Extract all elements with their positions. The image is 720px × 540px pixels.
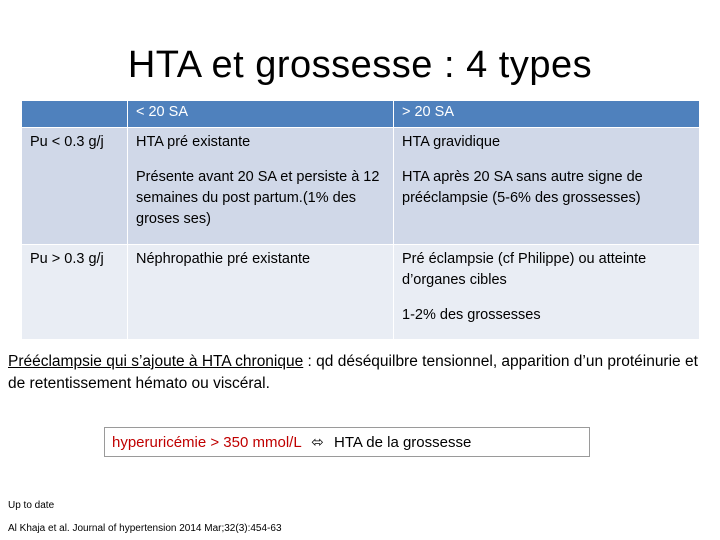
cell-title: HTA pré existante [136,134,251,150]
header-cell-after-20sa: > 20 SA [394,101,700,128]
cell-detail: Présente avant 20 SA et persiste à 12 semaines du post partum.(1% des groses ses) [136,169,380,227]
cell-detail: HTA après 20 SA sans autre signe de prééclampsie (5-6% des grossesses) [402,169,643,206]
row-label-low-proteinuria: Pu < 0.3 g/j [22,128,128,245]
header-cell-before-20sa: < 20 SA [128,101,394,128]
cell-title: HTA gravidique [402,134,501,150]
hta-pregnancy-text: HTA de la grossesse [334,434,472,451]
reference-line-2: Al Khaja et al. Journal of hypertension 2014 Mar;32(3):454-63 [8,523,282,534]
slide-title: HTA et grossesse : 4 types [127,44,593,86]
cell-preexisting-hta [128,128,394,245]
paragraph-underlined: Prééclampsie qui s’ajoute à HTA chronique [8,353,304,370]
reference-line-1: Up to date [8,500,55,511]
cell-preeclampsia [394,245,700,340]
cell-detail: 1-2% des grossesses [402,307,541,323]
table-row [22,128,700,245]
double-arrow-icon: ⬄ [311,434,324,451]
hyperuricemia-text: hyperuricémie > 350 mmol/L [112,434,302,451]
paragraph-rest: : qd déséquilbre tensionnel, apparition d’un protéinurie et de retentissement hémato ou viscéral. [8,353,698,392]
superimposed-preeclampsia-text [8,351,708,395]
hyperuricemia-box [104,427,590,457]
header-cell-empty [22,101,128,128]
classification-table [21,100,700,340]
table-row [22,245,700,340]
cell-gestational-hta [394,128,700,245]
cell-title: Néphropathie pré existante [136,251,311,267]
cell-preexisting-nephropathy [128,245,394,340]
row-label-high-proteinuria: Pu > 0.3 g/j [22,245,128,340]
table-header-row [22,101,700,128]
cell-title: Pré éclampsie (cf Philippe) ou atteinte d’organes cibles [402,251,647,288]
